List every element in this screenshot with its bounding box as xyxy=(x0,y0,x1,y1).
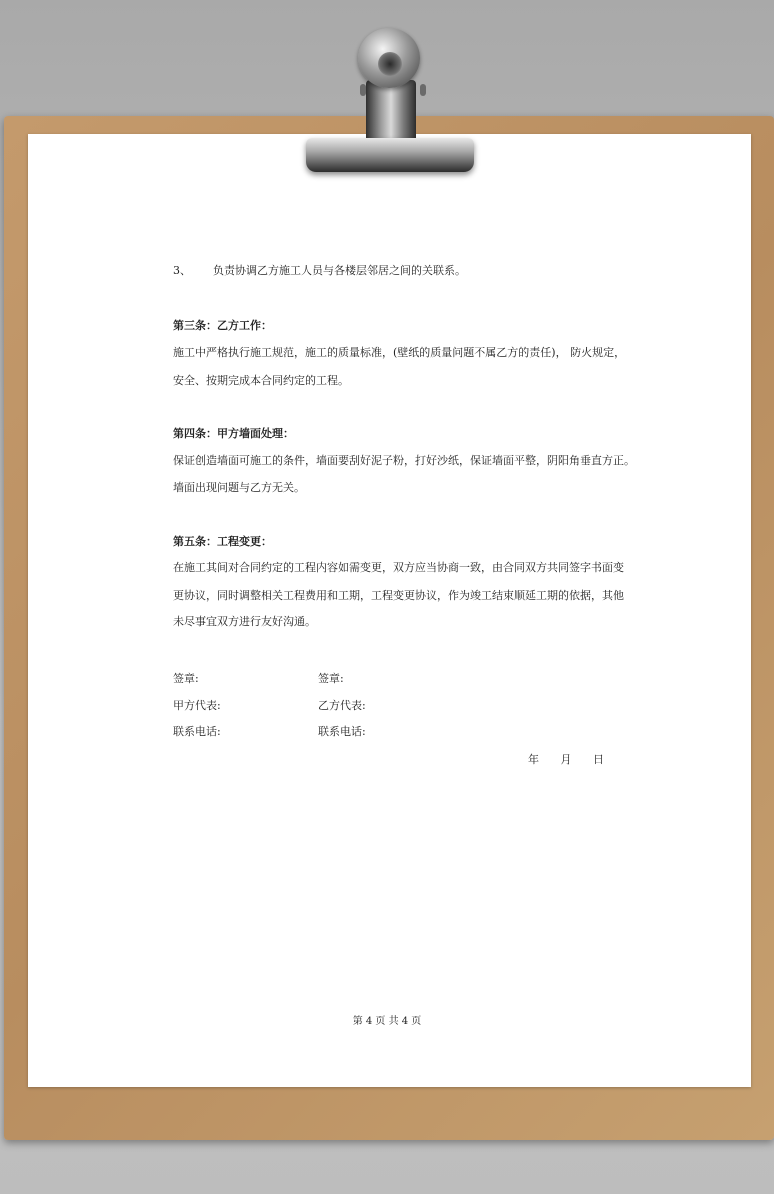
party-a-representative: 甲方代表: xyxy=(173,699,221,712)
section-5-heading: 第五条：工程变更： xyxy=(173,535,272,548)
section-3-line: 施工中严格执行施工规范，施工的质量标准，(壁纸的质量问题不属乙方的责任)， 防火规定， xyxy=(173,346,626,359)
signature-seal-row xyxy=(173,670,613,684)
section-4-heading: 第四条：甲方墙面处理： xyxy=(173,427,294,440)
item-number: 3、 xyxy=(173,264,191,277)
party-a-seal: 签章: xyxy=(173,672,199,685)
party-a-phone: 联系电话: xyxy=(173,725,221,738)
section-3-line: 安全、按期完成本合同约定的工程。 xyxy=(173,374,349,387)
section-3-heading: 第三条：乙方工作： xyxy=(173,319,272,332)
page-footer: 第 4 页 共 4 页 xyxy=(352,1016,422,1027)
clip-hole xyxy=(378,52,402,76)
signing-date: 年 月 日 xyxy=(528,753,604,766)
signature-phone-row xyxy=(173,723,613,737)
party-b-phone: 联系电话: xyxy=(318,725,366,738)
signature-rep-row xyxy=(173,697,613,711)
section-4-line: 保证创造墙面可施工的条件，墙面要刮好泥子粉，打好沙纸，保证墙面平整，阴阳角垂直方正。 xyxy=(173,454,635,467)
section-5-line: 未尽事宜双方进行友好沟通。 xyxy=(173,615,316,628)
section-4-line: 墙面出现问题与乙方无关。 xyxy=(173,481,305,494)
binder-clip xyxy=(306,138,474,172)
item-3 xyxy=(173,264,466,278)
section-5-line: 更协议，同时调整相关工程费用和工期，工程变更协议，作为竣工结束顺延工期的依据，其他 xyxy=(173,589,624,602)
party-b-representative: 乙方代表: xyxy=(318,699,366,712)
clip-pin xyxy=(420,84,426,96)
party-b-seal: 签章: xyxy=(318,672,344,685)
section-5-line: 在施工其间对合同约定的工程内容如需变更，双方应当协商一致，由合同双方共同签字书面变 xyxy=(173,561,624,574)
clip-neck xyxy=(366,80,416,142)
item-text: 负责协调乙方施工人员与各楼层邻居之间的关联系。 xyxy=(213,264,466,277)
